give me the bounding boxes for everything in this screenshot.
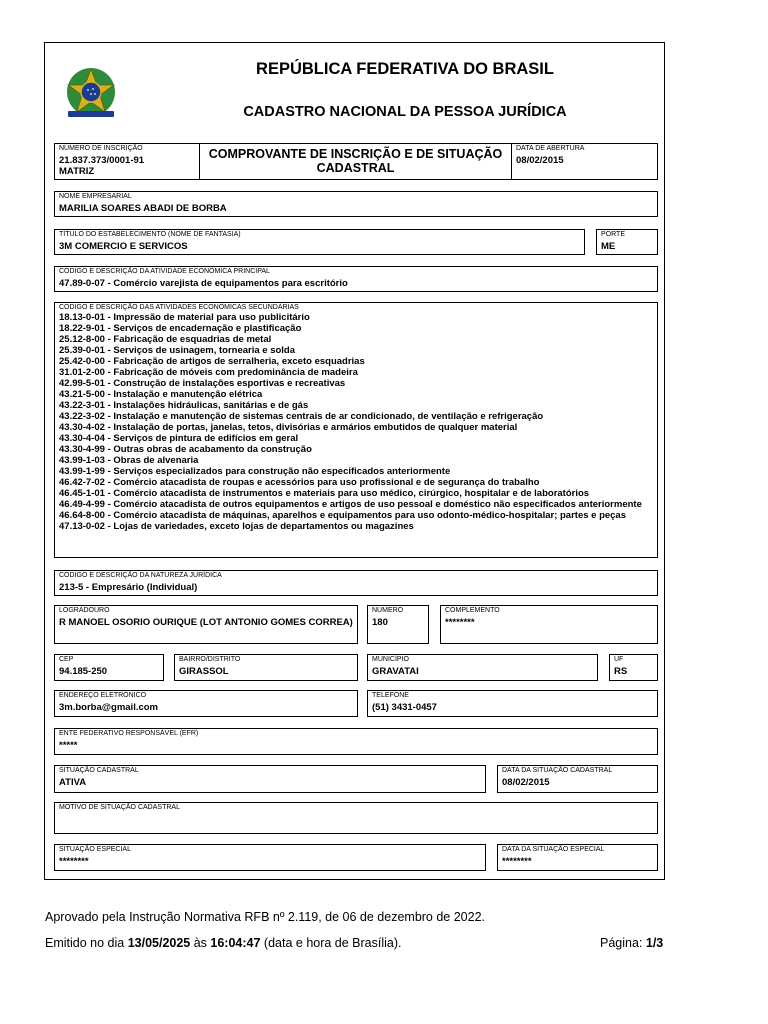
logradouro-box [54,605,358,644]
atividades-secundarias-label: CÓDIGO E DESCRIÇÃO DAS ATIVIDADES ECONÔMICAS SECUNDÁRIAS [59,304,299,311]
numero-value: 180 [372,617,388,628]
emission-suffix: (data e hora de Brasília). [260,936,402,950]
atividade-principal-label: CÓDIGO E DESCRIÇÃO DA ATIVIDADE ECONÔMICA PRINCIPAL [59,268,270,275]
telefone-box [367,690,658,717]
logradouro-value: R MANOEL OSORIO OURIQUE (LOT ANTONIO GOMES CORREA) [59,617,353,628]
inscricao-label: NÚMERO DE INSCRIÇÃO [59,145,143,152]
atividade-secundaria-item: 25.39-0-01 - Serviços de usinagem, tornearia e solda [59,345,296,356]
atividade-principal-value: 47.89-0-07 - Comércio varejista de equipamentos para escritório [59,278,348,289]
emission-prefix: Emitido no dia [45,936,128,950]
numero-box [367,605,429,644]
atividades-secundarias-list [59,312,653,532]
cep-box [54,654,164,681]
inscricao-number: 21.837.373/0001-91 [59,155,145,166]
email-box [54,690,358,717]
porte-box [596,229,658,255]
page-value: 1/3 [645,936,664,950]
data-situacao-especial-value: ******** [502,856,532,867]
emission-mid: às [190,936,211,950]
bairro-box [174,654,358,681]
atividade-secundaria-item: 43.99-1-03 - Obras de alvenaria [59,455,199,466]
atividade-secundaria-item: 25.42-0-00 - Fabricação de artigos de serralheria, exceto esquadrias [59,356,365,367]
atividade-secundaria-item: 31.01-2-00 - Fabricação de móveis com predominância de madeira [59,367,358,378]
page-label: Página: [600,936,646,950]
comprovante-title: COMPROVANTE DE INSCRIÇÃO E DE SITUAÇÃO CADASTRAL [208,147,503,175]
atividade-secundaria-item: 43.99-1-99 - Serviços especializados para construção não especificados anteriormente [59,466,451,477]
atividade-secundaria-item: 43.22-3-02 - Instalação e manutenção de sistemas centrais de ar condicionado, de ventilação e refrigeração [59,411,544,422]
inscricao-box [54,143,200,180]
natureza-juridica-label: CÓDIGO E DESCRIÇÃO DA NATUREZA JURÍDICA [59,572,222,579]
complemento-label: COMPLEMENTO [445,607,500,614]
uf-label: UF [614,656,624,663]
titulo-label: TÍTULO DO ESTABELECIMENTO (NOME DE FANTASIA) [59,231,241,238]
atividade-secundaria-item: 46.42-7-02 - Comércio atacadista de roupas e acessórios para uso profissional e de segurança do trabalho [59,477,540,488]
efr-box [54,728,658,755]
cep-value: 94.185-250 [59,666,108,677]
atividade-secundaria-item: 43.30-4-99 - Outras obras de acabamento da construção [59,444,312,455]
atividade-principal-box [54,266,658,292]
bairro-value: GIRASSOL [179,666,229,677]
municipio-label: MUNICÍPIO [372,656,409,663]
atividade-secundaria-item: 43.30-4-04 - Serviços de pintura de edifícios em geral [59,433,299,444]
situacao-value: ATIVA [59,777,87,788]
situacao-box [54,765,486,793]
complemento-box [440,605,658,644]
complemento-value: ******** [445,617,475,628]
atividade-secundaria-item: 42.99-5-01 - Construção de instalações esportivas e recreativas [59,378,346,389]
data-situacao-especial-label: DATA DA SITUAÇÃO ESPECIAL [502,846,605,853]
comprovante-box [199,143,512,180]
email-value: 3m.borba@gmail.com [59,702,159,713]
abertura-label: DATA DE ABERTURA [516,145,585,152]
situacao-label: SITUAÇÃO CADASTRAL [59,767,139,774]
numero-label: NÚMERO [372,607,404,614]
emission-date: 13/05/2025 [127,936,191,950]
nome-empresarial-value: MARILIA SOARES ABADI DE BORBA [59,203,227,214]
atividade-secundaria-item: 43.22-3-01 - Instalações hidráulicas, sanitárias e de gás [59,400,309,411]
atividade-secundaria-item: 25.12-8-00 - Fabricação de esquadrias de metal [59,334,272,345]
titulo-value: 3M COMERCIO E SERVICOS [59,241,188,252]
data-situacao-value: 08/02/2015 [502,777,550,788]
email-label: ENDEREÇO ELETRÔNICO [59,692,147,699]
municipio-box [367,654,598,681]
municipio-value: GRAVATAI [372,666,419,677]
data-situacao-especial-box [497,844,658,871]
data-situacao-box [497,765,658,793]
natureza-juridica-value: 213-5 - Empresário (Individual) [59,582,198,593]
atividade-secundaria-item: 46.49-4-99 - Comércio atacadista de outros equipamentos e artigos de uso pessoal e doméstico não especificados anteriormente [59,499,642,510]
emission-note [45,936,402,950]
page-indicator [600,936,663,950]
uf-value: RS [614,666,628,677]
atividade-secundaria-item: 47.13-0-02 - Lojas de variedades, exceto lojas de departamentos ou magazines [59,521,414,532]
titulo-box [54,229,585,255]
approval-note: Aprovado pela Instrução Normativa RFB nº 2.119, de 06 de dezembro de 2022. [45,910,486,924]
atividade-secundaria-item: 46.45-1-01 - Comércio atacadista de instrumentos e materiais para uso médico, cirúrgico, hospitalar e de laboratórios [59,488,590,499]
data-situacao-label: DATA DA SITUAÇÃO CADASTRAL [502,767,613,774]
cep-label: CEP [59,656,74,663]
bairro-label: BAIRRO/DISTRITO [179,656,241,663]
atividade-secundaria-item: 46.64-8-00 - Comércio atacadista de máquinas, aparelhos e equipamentos para uso odonto-médico-hospitalar; partes e peças [59,510,627,521]
natureza-juridica-box [54,570,658,596]
abertura-box [511,143,658,180]
atividades-secundarias-box [54,302,658,558]
telefone-value: (51) 3431-0457 [372,702,437,713]
uf-box [609,654,658,681]
emission-time: 16:04:47 [210,936,261,950]
atividade-secundaria-item: 18.22-9-01 - Serviços de encadernação e plastificação [59,323,302,334]
atividade-secundaria-item: 18.13-0-01 - Impressão de material para uso publicitário [59,312,310,323]
telefone-label: TELEFONE [372,692,409,699]
motivo-label: MOTIVO DE SITUAÇÃO CADASTRAL [59,804,180,811]
logradouro-label: LOGRADOURO [59,607,110,614]
cnpj-title: CADASTRO NACIONAL DA PESSOA JURÍDICA [243,104,567,120]
inscricao-type: MATRIZ [59,166,95,177]
situacao-especial-value: ******** [59,856,89,867]
efr-label: ENTE FEDERATIVO RESPONSÁVEL (EFR) [59,730,199,737]
atividade-secundaria-item: 43.21-5-00 - Instalação e manutenção elétrica [59,389,263,400]
nome-empresarial-label: NOME EMPRESARIAL [59,193,132,200]
nome-empresarial-box [54,191,658,217]
motivo-box [54,802,658,834]
porte-label: PORTE [601,231,625,238]
situacao-especial-box [54,844,486,871]
republic-title: REPÚBLICA FEDERATIVA DO BRASIL [256,60,554,78]
atividade-secundaria-item: 43.30-4-02 - Instalação de portas, janelas, tetos, divisórias e armários embutidos de qualquer material [59,422,518,433]
efr-value: ***** [59,740,78,751]
abertura-value: 08/02/2015 [516,155,564,166]
porte-value: ME [601,241,616,252]
coat-of-arms-emblem [60,66,122,120]
situacao-especial-label: SITUAÇÃO ESPECIAL [59,846,131,853]
